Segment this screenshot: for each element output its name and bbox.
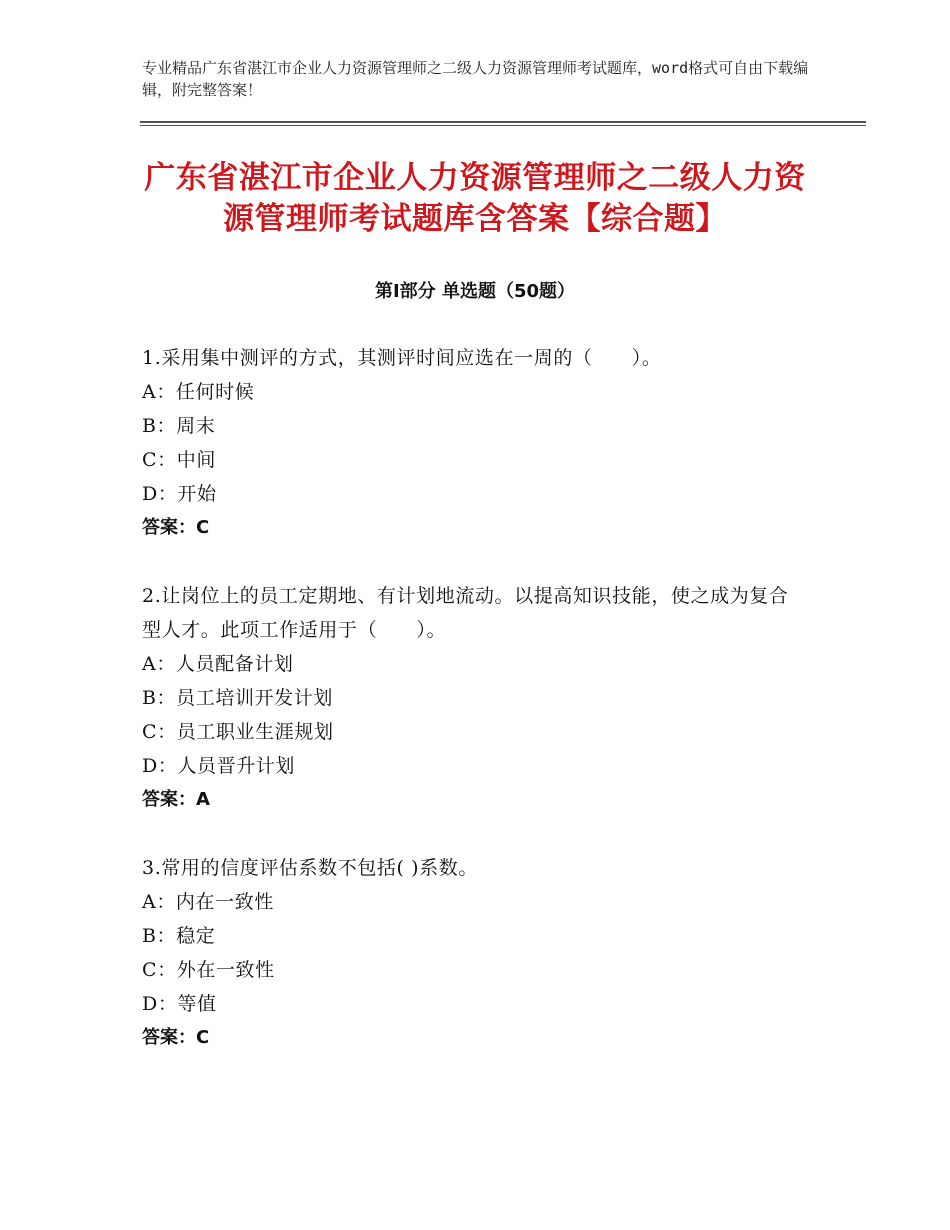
- question-stem: 3.常用的信度评估系数不包括( )系数。: [142, 857, 478, 879]
- header-note: 专业精品广东省湛江市企业人力资源管理师之二级人力资源管理师考试题库，word格式可自由下载编辑，附完整答案！: [142, 59, 809, 99]
- answer: 答案：A: [142, 789, 210, 810]
- option-b: B：稳定: [142, 925, 216, 947]
- option-a: A：人员配备计划: [142, 653, 294, 675]
- question-3: [142, 851, 822, 1055]
- question-1: [142, 341, 822, 545]
- answer: 答案：C: [142, 517, 210, 538]
- option-c: C：员工职业生涯规划: [142, 721, 334, 743]
- header-divider-thick: [140, 121, 866, 123]
- section-title: 第Ⅰ部分 单选题（50题）: [374, 281, 575, 302]
- answer: 答案：C: [142, 1027, 210, 1048]
- option-c: C：外在一致性: [142, 959, 275, 981]
- option-b: B：员工培训开发计划: [142, 687, 333, 709]
- question-stem: 1.采用集中测评的方式，其测评时间应选在一周的（ ）。: [142, 347, 662, 369]
- option-b: B：周末: [142, 415, 216, 437]
- option-d: D：开始: [142, 483, 217, 505]
- question-stem: 2.让岗位上的员工定期地、有计划地流动。以提高知识技能，使之成为复合型人才。此项工作适用于（ ）。: [142, 585, 789, 641]
- option-d: D：人员晋升计划: [142, 755, 296, 777]
- option-d: D：等值: [142, 993, 217, 1015]
- question-2: [142, 579, 822, 817]
- option-a: A：任何时候: [142, 381, 255, 403]
- document-title: 广东省湛江市企业人力资源管理师之二级人力资源管理师考试题库含答案【综合题】: [144, 160, 806, 237]
- option-c: C：中间: [142, 449, 216, 471]
- question-list: [142, 341, 822, 1089]
- option-a: A：内在一致性: [142, 891, 274, 913]
- header-divider-thin: [140, 125, 866, 126]
